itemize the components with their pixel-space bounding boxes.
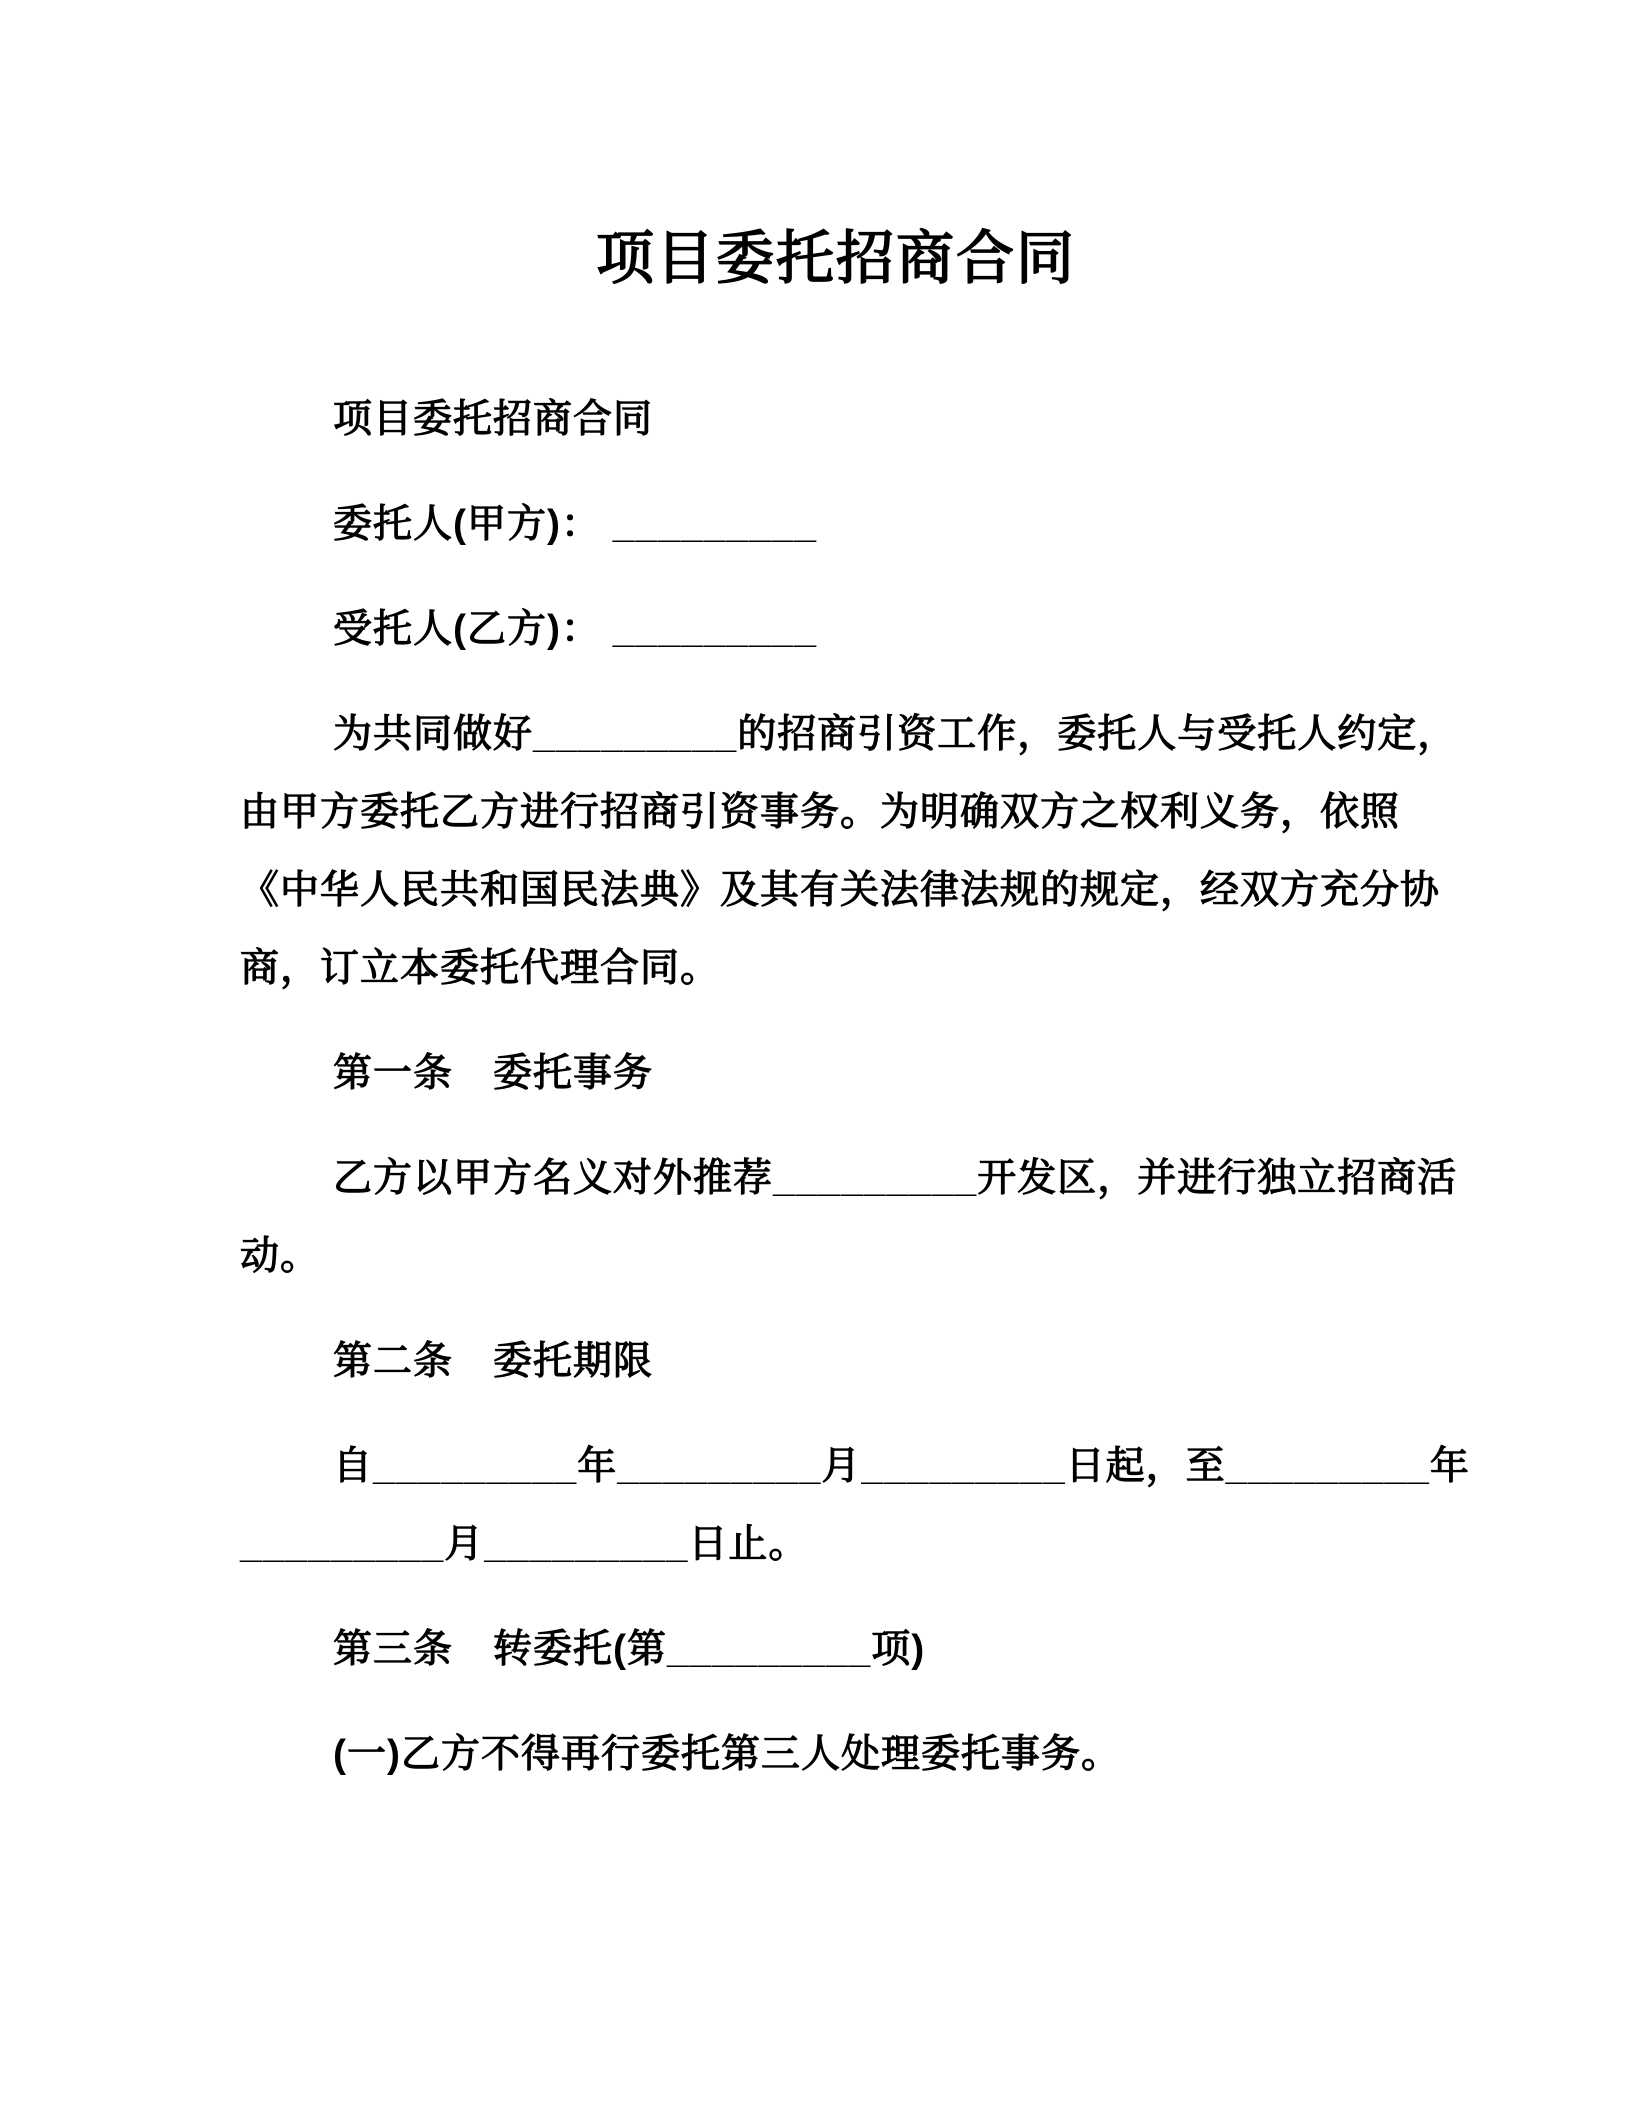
document-title: 项目委托招商合同 (595, 226, 1076, 291)
article-3-line-1: (一)乙方不得再行委托第三人处理委托事务。 (333, 1733, 1121, 1776)
article-1-body (240, 1140, 1458, 1296)
article-2-line-1: 自_________年_________月_________日起，至_________年 (333, 1445, 1470, 1488)
article-3-body (240, 1716, 1432, 1794)
article-2-body (240, 1428, 1470, 1584)
party-a-line: 委托人(甲方)： _________ (333, 503, 818, 546)
article-1-line-1: 乙方以甲方名义对外推荐_________开发区，并进行独立招商活 (333, 1157, 1458, 1200)
article-2-heading: 第二条 委托期限 (333, 1340, 654, 1383)
document-subtitle: 项目委托招商合同 (333, 398, 654, 441)
intro-line-2: 由甲方委托乙方进行招商引资事务。为明确双方之权利义务，依照 (240, 791, 1401, 834)
article-1-line-2: 动。 (240, 1235, 321, 1278)
article-1-heading: 第一条 委托事务 (333, 1052, 654, 1095)
intro-line-1: 为共同做好_________的招商引资工作，委托人与受托人约定， (333, 713, 1458, 756)
article-3-heading: 第三条 转委托(第_________项) (333, 1628, 926, 1671)
intro-line-4: 商，订立本委托代理合同。 (240, 947, 721, 990)
intro-line-3: 《中华人民共和国民法典》及其有关法律法规的规定，经双方充分协 (240, 869, 1441, 912)
party-b-line: 受托人(乙方)： _________ (333, 608, 818, 651)
article-2-line-2: _________月_________日止。 (240, 1523, 809, 1566)
intro-paragraph (240, 696, 1458, 1008)
